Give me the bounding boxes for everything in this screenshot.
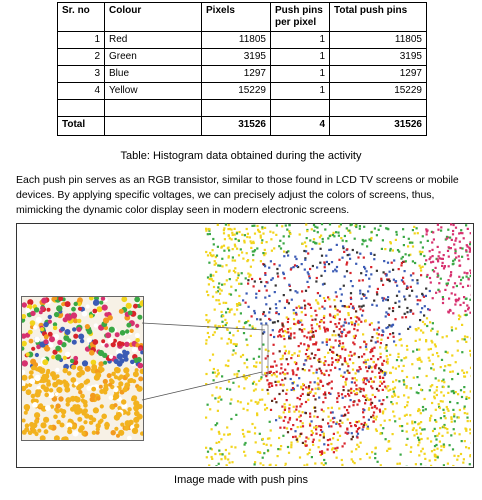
cell-pixels: 11805: [202, 32, 271, 49]
cell-total: 11805: [330, 32, 427, 49]
cell-ppp: 1: [271, 83, 330, 100]
header-colour: Colour: [105, 3, 202, 32]
header-push-pins-per-pixel: Push pins per pixel: [271, 3, 330, 32]
cell-sr: 4: [58, 83, 105, 100]
cell-total-label: Total: [58, 117, 105, 136]
cell-colour: Green: [105, 49, 202, 66]
header-pixels: Pixels: [202, 3, 271, 32]
cell-total-ppp: 4: [271, 117, 330, 136]
cell-colour: Blue: [105, 66, 202, 83]
cell-total: 15229: [330, 83, 427, 100]
cell-total-pixels: 31526: [202, 117, 271, 136]
cell-ppp: 1: [271, 49, 330, 66]
header-total-push-pins: Total push pins: [330, 3, 427, 32]
cell-ppp: 1: [271, 66, 330, 83]
header-sr-no: Sr. no: [58, 3, 105, 32]
cell-sr: 1: [58, 32, 105, 49]
body-paragraph: Each push pin serves as an RGB transistor, similar to those found in LCD TV screens or mobile devices. By applying specific voltages, we can precisely adjust the colors of screens, thus, mimicking the dynamic color display seen in modern electronic screens.: [16, 174, 459, 216]
cell-sr: 2: [58, 49, 105, 66]
cell-total: 1297: [330, 66, 427, 83]
cell-colour: Red: [105, 32, 202, 49]
cell-pixels: 15229: [202, 83, 271, 100]
cell-ppp: 1: [271, 32, 330, 49]
cell-total-total: 31526: [330, 117, 427, 136]
image-caption: Image made with push pins: [174, 474, 308, 486]
cell-pixels: 1297: [202, 66, 271, 83]
cell-sr: 3: [58, 66, 105, 83]
cell-total: 3195: [330, 49, 427, 66]
table-caption: Table: Histogram data obtained during the activity: [120, 150, 362, 162]
cell-pixels: 3195: [202, 49, 271, 66]
cell-colour: Yellow: [105, 83, 202, 100]
